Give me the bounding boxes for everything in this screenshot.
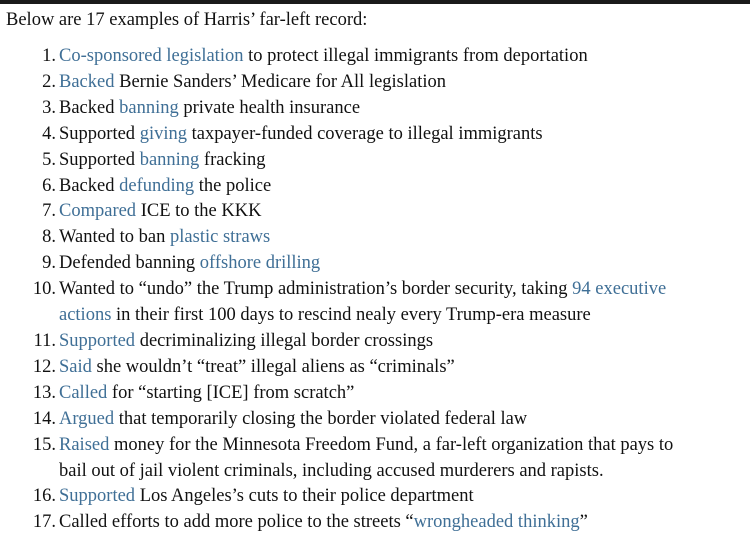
source-link[interactable]: wrongheaded thinking bbox=[413, 512, 580, 533]
item-text: private health insurance bbox=[178, 97, 361, 118]
source-link[interactable]: Co-sponsored legislation bbox=[59, 46, 244, 66]
item-text: in their first 100 days to rescind nealy every Trump-era measure bbox=[111, 305, 591, 326]
item-number: 17. bbox=[32, 512, 56, 533]
item-number: 5. bbox=[42, 149, 56, 170]
list-item bbox=[0, 510, 750, 536]
source-link[interactable]: 94 executive bbox=[572, 279, 667, 300]
item-text: Called efforts to add more police to the streets “ bbox=[59, 512, 414, 533]
source-link[interactable]: Said bbox=[59, 356, 92, 377]
source-link[interactable]: plastic straws bbox=[170, 227, 271, 248]
item-text: Supported bbox=[59, 149, 140, 170]
list-item bbox=[0, 484, 750, 510]
list-item bbox=[0, 277, 750, 329]
list-item bbox=[0, 44, 750, 70]
list-item bbox=[0, 199, 750, 225]
item-number: 13. bbox=[32, 382, 56, 403]
record-list bbox=[0, 44, 750, 536]
source-link[interactable]: Backed bbox=[59, 71, 115, 92]
source-link[interactable]: actions bbox=[59, 305, 112, 326]
list-item bbox=[0, 225, 750, 251]
item-number: 3. bbox=[42, 97, 56, 118]
list-item bbox=[0, 407, 750, 433]
item-number: 6. bbox=[42, 175, 56, 196]
source-link[interactable]: Supported bbox=[59, 330, 136, 351]
item-number: 14. bbox=[32, 408, 56, 429]
list-item bbox=[0, 122, 750, 148]
source-link[interactable]: banning bbox=[119, 97, 179, 118]
item-text: Backed bbox=[59, 97, 120, 118]
item-text: Defended banning bbox=[59, 253, 200, 274]
item-text: fracking bbox=[199, 149, 266, 170]
item-text: ICE to the KKK bbox=[136, 201, 262, 222]
source-link[interactable]: offshore drilling bbox=[199, 253, 321, 274]
item-number: 1. bbox=[42, 46, 56, 66]
item-number: 12. bbox=[32, 356, 56, 377]
item-number: 16. bbox=[32, 486, 56, 507]
list-item bbox=[0, 174, 750, 200]
item-text: to protect illegal immigrants from deportation bbox=[243, 46, 588, 66]
source-link[interactable]: giving bbox=[139, 123, 187, 144]
list-item bbox=[0, 96, 750, 122]
item-number: 8. bbox=[42, 227, 56, 248]
item-text: decriminalizing illegal border crossings bbox=[135, 330, 434, 351]
list-item bbox=[0, 381, 750, 407]
list-item bbox=[0, 70, 750, 96]
item-text: Wanted to “undo” the Trump administration’s border security, taking bbox=[59, 279, 573, 300]
item-text: Los Angeles’s cuts to their police department bbox=[135, 486, 474, 507]
list-item bbox=[0, 148, 750, 174]
item-text: Supported bbox=[59, 123, 140, 144]
source-link[interactable]: Argued bbox=[59, 408, 115, 429]
item-text: Bernie Sanders’ Medicare for All legislation bbox=[114, 71, 447, 92]
source-link[interactable]: defunding bbox=[119, 175, 195, 196]
item-text: that temporarily closing the border violated federal law bbox=[114, 408, 528, 429]
source-link[interactable]: Raised bbox=[59, 434, 110, 455]
list-item bbox=[0, 355, 750, 381]
source-link[interactable]: Compared bbox=[59, 201, 137, 222]
item-text: ” bbox=[579, 512, 588, 533]
list-item bbox=[0, 329, 750, 355]
item-number: 10. bbox=[32, 279, 56, 300]
intro-heading: Below are 17 examples of Harris’ far-left record: bbox=[6, 10, 368, 30]
source-link[interactable]: Supported bbox=[59, 486, 136, 507]
item-text: for “starting [ICE] from scratch” bbox=[107, 382, 355, 403]
item-text: Wanted to ban bbox=[59, 227, 171, 248]
top-border-rule bbox=[0, 0, 750, 4]
source-link[interactable]: Called bbox=[59, 382, 108, 403]
item-text: the police bbox=[194, 175, 272, 196]
item-number: 15. bbox=[32, 434, 56, 455]
item-text: she wouldn’t “treat” illegal aliens as “criminals” bbox=[91, 356, 455, 377]
item-number: 2. bbox=[42, 71, 56, 92]
item-number: 9. bbox=[42, 253, 56, 274]
list-item bbox=[0, 433, 750, 485]
item-text: bail out of jail violent criminals, including accused murderers and rapists. bbox=[59, 460, 604, 481]
list-item bbox=[0, 251, 750, 277]
item-text: taxpayer-funded coverage to illegal immigrants bbox=[186, 123, 543, 144]
item-number: 4. bbox=[42, 123, 56, 144]
item-number: 7. bbox=[42, 201, 56, 222]
item-number: 11. bbox=[33, 330, 56, 351]
source-link[interactable]: banning bbox=[139, 149, 200, 170]
item-text: Backed bbox=[59, 175, 120, 196]
item-text: money for the Minnesota Freedom Fund, a far-left organization that pays to bbox=[109, 434, 674, 455]
